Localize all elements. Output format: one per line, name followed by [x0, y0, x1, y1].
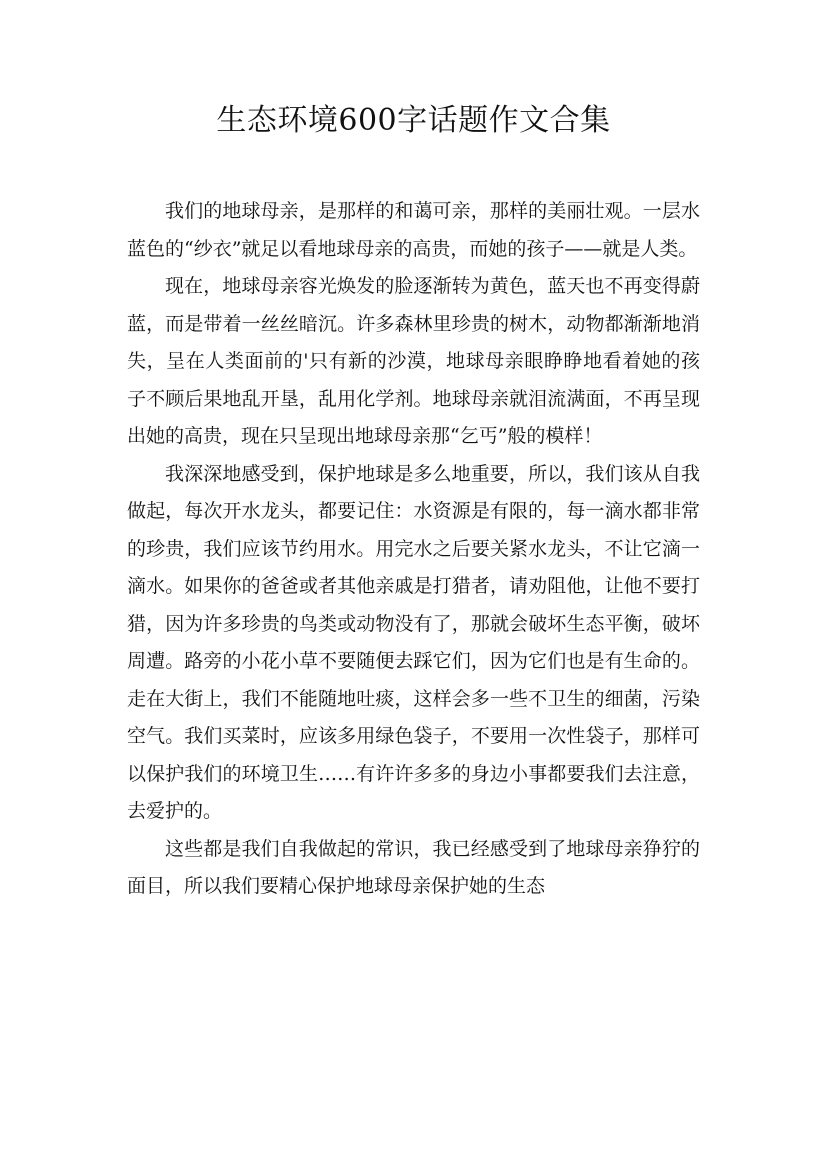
document-body — [127, 193, 700, 906]
paragraph-3: 我深深地感受到，保护地球是多么地重要，所以，我们该从自我做起，每次开水龙头，都要记住：水资源是有限的，每一滴水都非常的珍贵，我们应该节约用水。用完水之后要关紧水龙头，不让它滴一滴水。如果你的爸爸或者其他亲戚是打猎者，请劝阻他，让他不要打猎，因为许多珍贵的鸟类或动物没有了，那就会破坏生态平衡，破坏周遭。路旁的小花小草不要随便去踩它们，因为它们也是有生命的。走在大街上，我们不能随地吐痰，这样会多一些不卫生的细菌，污染空气。我们买菜时，应该多用绿色袋子，不要用一次性袋子，那样可以保护我们的环境卫生……有许许多多的身边小事都要我们去注意，去爱护的。 — [127, 462, 700, 822]
document-title: 生态环境600字话题作文合集 — [216, 103, 611, 138]
paragraph-1: 我们的地球母亲，是那样的和蔼可亲，那样的美丽壮观。一层水蓝色的“纱衣”就足以看地球母亲的高贵，而她的孩子——就是人类。 — [127, 200, 700, 260]
paragraph-4: 这些都是我们自我做起的常识，我已经感受到了地球母亲狰狞的面目，所以我们要精心保护地球母亲保护她的生态 — [127, 837, 700, 897]
paragraph-2: 现在，地球母亲容光焕发的脸逐渐转为黄色，蓝天也不再变得蔚蓝，而是带着一丝丝暗沉。许多森林里珍贵的树木，动物都渐渐地消失，呈在人类面前的'只有新的沙漠，地球母亲眼睁睁地看着她的孩子不顾后果地乱开垦，乱用化学剂。地球母亲就泪流满面，不再呈现出她的高贵，现在只呈现出地球母亲那“乞丐”般的模样！ — [127, 275, 700, 447]
